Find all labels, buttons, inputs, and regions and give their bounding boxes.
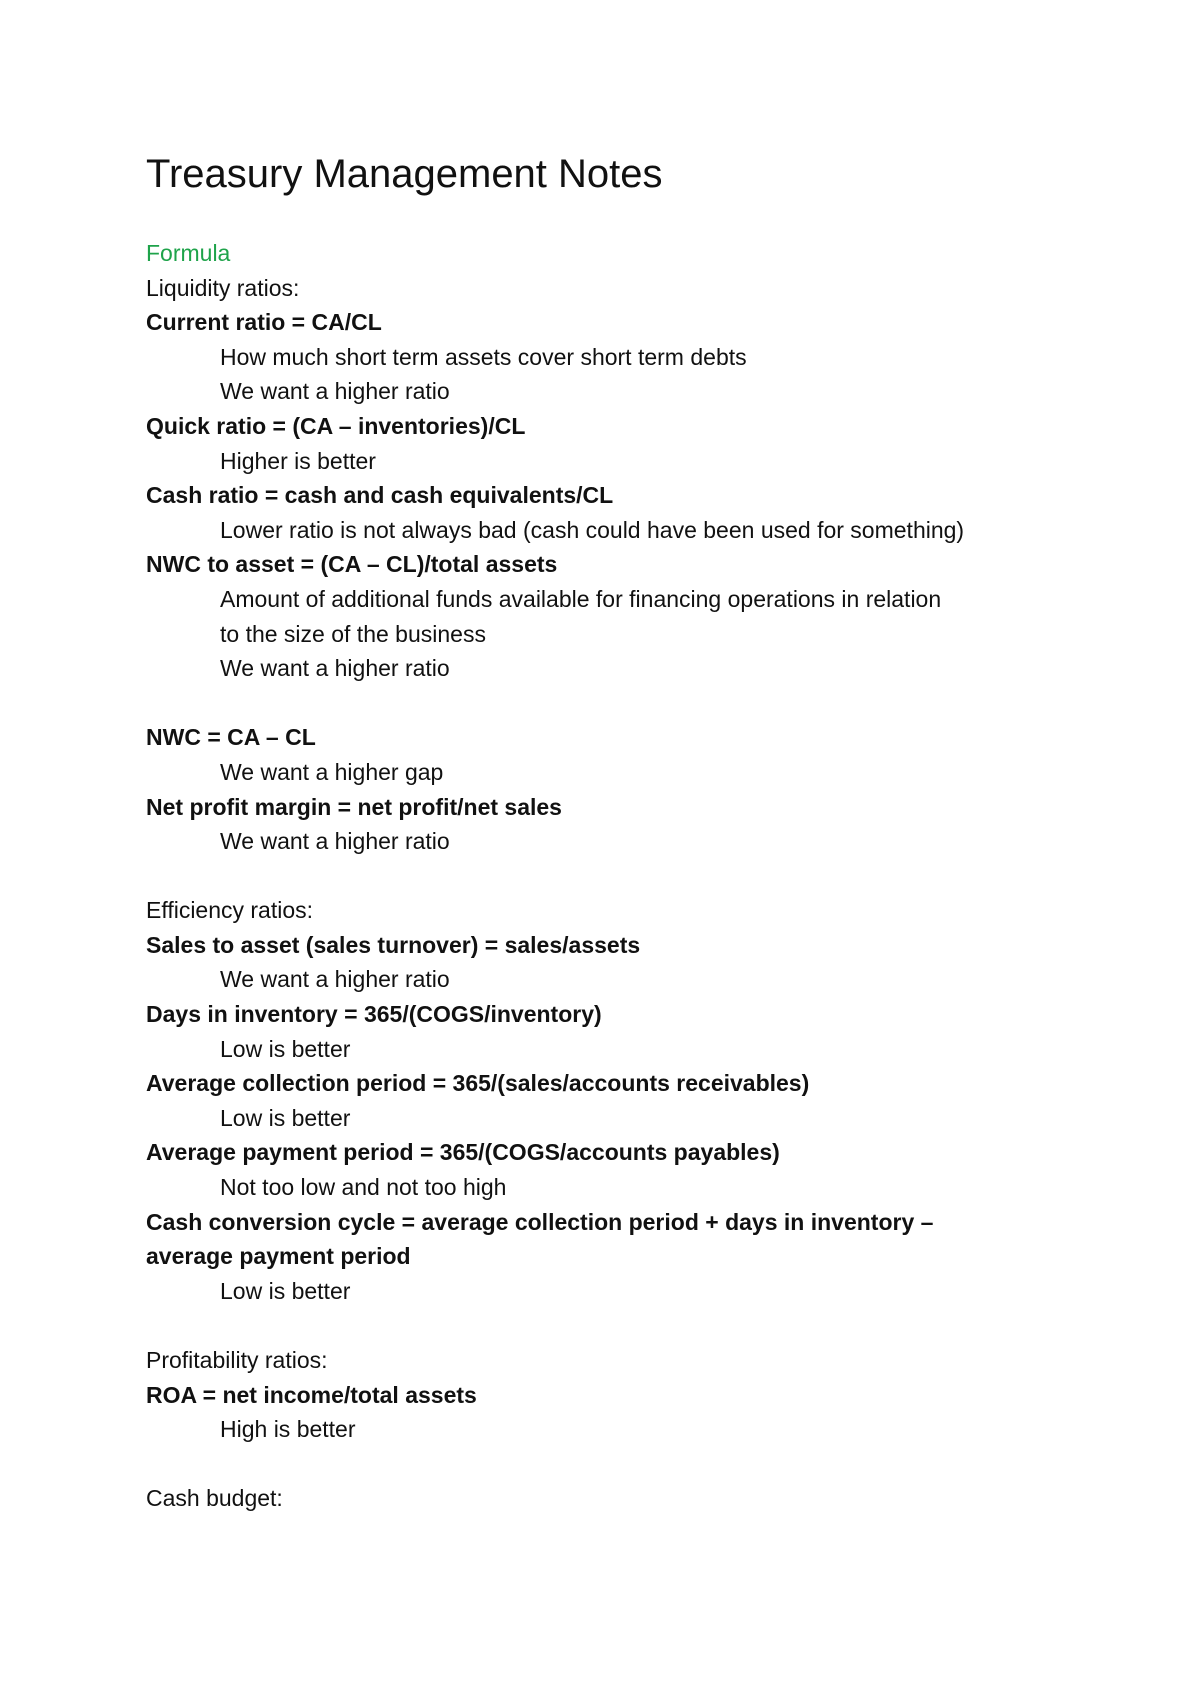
formula-line-continued: average payment period <box>146 1243 411 1270</box>
category-heading: Liquidity ratios: <box>146 274 300 301</box>
formula-line: ROA = net income/total assets <box>146 1381 477 1408</box>
note-line: We want a higher ratio <box>220 655 450 682</box>
note-line: Low is better <box>220 1104 351 1131</box>
category-heading: Profitability ratios: <box>146 1347 328 1373</box>
formula-line: Average collection period = 365/(sales/accounts receivables) <box>146 1070 810 1097</box>
blank-line <box>146 859 1146 894</box>
note-line: High is better <box>220 1416 356 1443</box>
document-title: Treasury Management Notes <box>146 152 663 196</box>
note-line: Lower ratio is not always bad (cash could have been used for something) <box>220 516 965 543</box>
blank-line <box>146 1308 1146 1343</box>
note-line: Amount of additional funds available for financing operations in relation <box>220 585 942 612</box>
note-line: Higher is better <box>220 447 376 474</box>
note-line: Low is better <box>220 1035 351 1062</box>
formula-line: Net profit margin = net profit/net sales <box>146 793 562 820</box>
note-line: We want a higher gap <box>220 758 444 785</box>
note-line: to the size of the business <box>220 620 486 647</box>
blank-line <box>146 1447 1146 1482</box>
category-heading: Cash budget: <box>146 1485 283 1512</box>
category-heading: Efficiency ratios: <box>146 897 314 924</box>
formula-line: Days in inventory = 365/(COGS/inventory) <box>146 1001 602 1028</box>
formula-line: Current ratio = CA/CL <box>146 309 382 336</box>
notes-body <box>146 236 1146 1516</box>
note-line: We want a higher ratio <box>220 378 450 405</box>
formula-line: Quick ratio = (CA – inventories)/CL <box>146 412 526 439</box>
formula-line: Sales to asset (sales turnover) = sales/assets <box>146 931 641 958</box>
formula-line: NWC = CA – CL <box>146 724 316 751</box>
blank-line <box>146 686 1146 721</box>
formula-line: Cash conversion cycle = average collection period + days in inventory – <box>146 1208 934 1235</box>
note-line: We want a higher ratio <box>220 828 450 855</box>
section-heading-formula: Formula <box>146 240 231 266</box>
note-line: How much short term assets cover short term debts <box>220 343 747 370</box>
formula-line: Cash ratio = cash and cash equivalents/CL <box>146 482 614 509</box>
formula-line: NWC to asset = (CA – CL)/total assets <box>146 551 558 578</box>
formula-line: Average payment period = 365/(COGS/accounts payables) <box>146 1139 780 1166</box>
note-line: We want a higher ratio <box>220 966 450 993</box>
note-line: Not too low and not too high <box>220 1174 507 1201</box>
note-line: Low is better <box>220 1277 351 1304</box>
